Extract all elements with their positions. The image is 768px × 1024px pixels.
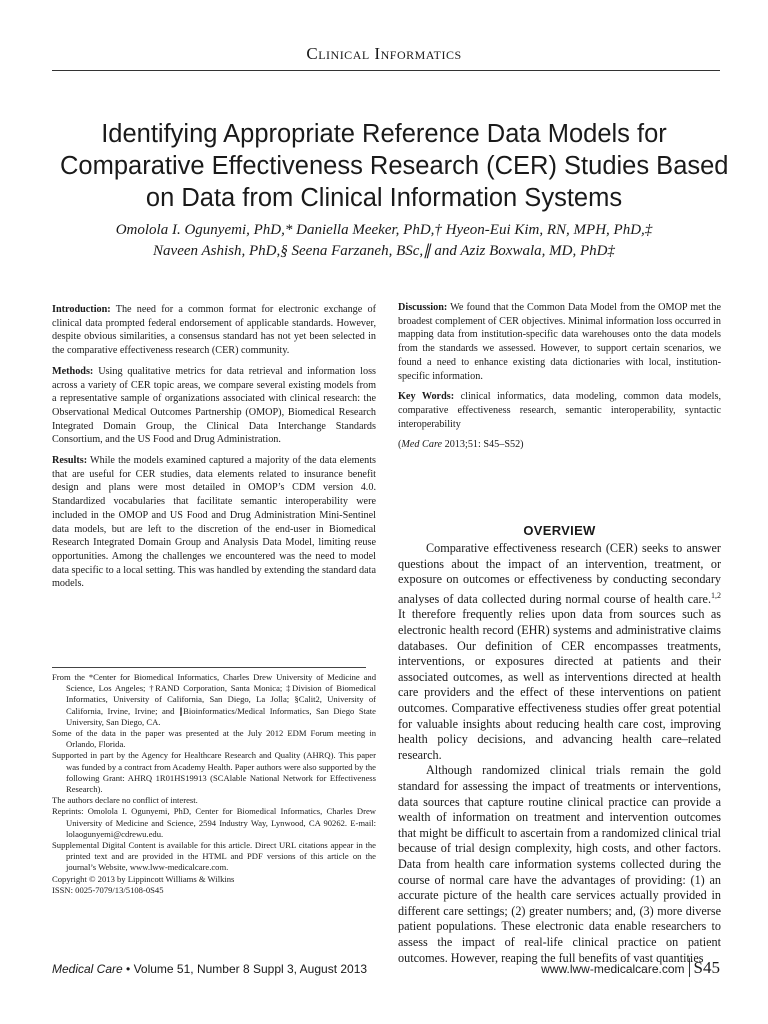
conflict-note: The authors declare no conflict of interest.	[52, 795, 198, 806]
title-line: on Data from Clinical Information Systems	[145, 184, 623, 212]
abstract-introduction	[52, 303, 376, 358]
author-list	[60, 220, 708, 262]
footer-page-info	[541, 958, 720, 978]
overview-paragraph-2: Although randomized clinical trials remain the gold standard for assessing the impact of treatments or interventions, data sources that capture routine clinical practice can provide a wealth of information on treatment and intervention outcomes that might be difficult to ascertain from a randomized clinical trial because of trial design complexity, high costs, and other factors. Data from health care information systems collected during the course of normal care have the advantages of providing: (1) an accurate picture of the health care services actually provided in different care settings; (2) greater numbers; and, (3) more diverse patient populations. These electronic data enable researchers to assess the impact of real-life clinical practice on patient outcomes. However, reaping the full benefits of vast quantities	[398, 763, 721, 965]
presentation-note: Some of the data in the paper was presented at the July 2012 EDM Forum meeting in Orlando, Florida.	[52, 728, 376, 750]
title-line: Identifying Appropriate Reference Data Models for	[101, 120, 667, 148]
footer-website: www.lww-medicalcare.com	[541, 962, 685, 976]
reprints-note: Reprints: Omolola I. Ogunyemi, PhD, Center for Biomedical Informatics, Charles Drew University of Medicine and Science, 2594 Industry Way, Lynwood, CA 90262. E-mail: lolaogunyemi@cdrewu.edu.	[52, 806, 376, 839]
supplemental-note: Supplemental Digital Content is available for this article. Direct URL citations appear in the printed text and are provided in the HTML and PDF versions of this article on the journal’s Website, www.lww-medicalcare.com.	[52, 840, 376, 873]
article-title	[60, 118, 729, 214]
discussion-label: Discussion:	[398, 302, 448, 313]
footnote-rule	[52, 667, 366, 668]
methods-text: Using qualitative metrics for data retrieval and information loss across a variety of CER topic areas, we compare several existing models from a representative sample of organizations associated with clinical research: the Observational Medical Outcomes Partnership (OMOP), Biomedical Research Integrated Domain Group, the Clinical Data Interchange Standards Consortium, and the US Food and Drug Administration.	[52, 365, 376, 446]
page-number: S45	[689, 958, 720, 977]
citation-journal: Med Care	[401, 439, 443, 451]
overview-heading: OVERVIEW	[523, 523, 596, 538]
section-header: Clinical Informatics	[306, 44, 462, 63]
author-line: Naveen Ashish, PhD,§ Seena Farzaneh, BSc,∥ and Aziz Boxwala, MD, PhD‡	[153, 243, 615, 259]
issn-note: ISSN: 0025-7079/13/5108-0S45	[52, 884, 164, 895]
affiliations-footnote	[52, 672, 376, 896]
results-text: While the models examined captured a majority of the data elements that are useful for CER studies, data elements related to insurance benefit design and plans were most detailed in OMOP’s CDM version 4.0. Standardized vocabularies that facilitate semantic interoperability were included in the OMOP and US Food and Drug Administration Mini-Sentinel data models, but are left to the discretion of the end-user in Biomedical Research Integrated Domain Group and Analysis Data Model, limiting reuse opportunities. Among the challenges we encountered was the need to model data specific to a local setting. This was handled by extending the standard data models.	[52, 455, 377, 590]
citation-details: 2013;51: S45–S52)	[442, 439, 524, 451]
abstract-citation: (Med Care 2013;51: S45–S52)	[398, 439, 524, 451]
footer-journal-name: Medical Care	[52, 962, 123, 976]
abstract-right-column	[398, 301, 721, 459]
methods-label: Methods:	[52, 365, 94, 377]
overview-paragraph-1	[398, 541, 721, 763]
author-line: Omolola I. Ogunyemi, PhD,* Daniella Meeker, PhD,† Hyeon-Eui Kim, RN, MPH, PhD,‡	[115, 222, 653, 238]
affiliation-note: From the *Center for Biomedical Informatics, Charles Drew University of Medicine and Science, Los Angeles; †RAND Corporation, Santa Monica; ‡Division of Biomedical Informatics, University of California, San Diego, La Jolla; §Calit2, University of California, Irvine, Irvine; and ∥Bioinformatics/Medical Informatics, San Diego State University, San Diego, CA.	[52, 672, 376, 727]
overview-p1-continued: It therefore frequently relies upon data from sources such as electronic health record (EHR) systems and administrative claims databases. Our definition of CER encompasses treatments, interventions, or exposures directed at patients and their associated outcomes, as well as interventions directed at health care providers and the effect of these interventions on patient outcomes. Comparative effectiveness studies offer great potential for valuable insights about reducing health care cost, improving health policy decisions, and advancing health care–related research.	[398, 607, 721, 762]
abstract-methods	[52, 365, 376, 447]
results-label: Results:	[52, 455, 88, 467]
footer-journal-info	[52, 962, 367, 976]
abstract-left-column	[52, 303, 376, 598]
key-words-text: clinical informatics, data modeling, common data models, comparative effectiveness research, semantic interoperability, syntactic interoperability	[398, 391, 721, 430]
abstract-key-words	[398, 390, 721, 431]
abstract-discussion	[398, 301, 721, 383]
header-rule	[52, 70, 720, 71]
overview-body	[398, 541, 721, 966]
key-words-label: Key Words:	[398, 391, 455, 403]
introduction-text: The need for a common format for electronic exchange of clinical data prompted federal endorsement of applicable standards. However, despite obvious similarities, a consensus standard has not yet been selected in the comparative effectiveness research (CER) community.	[52, 304, 376, 357]
copyright-note: Copyright © 2013 by Lippincott Williams & Wilkins	[52, 873, 235, 884]
abstract-results	[52, 454, 376, 591]
citation-superscript: 1,2	[711, 590, 721, 600]
discussion-text: We found that the Common Data Model from the OMOP met the broadest complement of CER objectives. Minimal information loss occurred in mapping data from institution-specific data warehouses onto the data models from the standards we assessed. However, to support certain scenarios, we found a need to enhance existing data dictionaries with local, institution-specific information.	[398, 302, 721, 382]
overview-p1-text: Comparative effectiveness research (CER) seeks to answer questions about the impact of an intervention, treatment, or exposure on outcomes or effectiveness by conducting secondary analyses of data collected during normal course of health care.	[398, 541, 721, 606]
introduction-label: Introduction:	[52, 304, 111, 315]
title-line: Comparative Effectiveness Research (CER) Studies Based	[60, 152, 729, 180]
footer-issue: • Volume 51, Number 8 Suppl 3, August 2013	[122, 962, 368, 976]
funding-note: Supported in part by the Agency for Healthcare Research and Quality (AHRQ). This paper was funded by a contract from Academy Health. Paper authors were also supported by the following Grant: AHRQ 1R01HS19913 (SCAlable National Network for Effectiveness Research).	[52, 750, 376, 795]
